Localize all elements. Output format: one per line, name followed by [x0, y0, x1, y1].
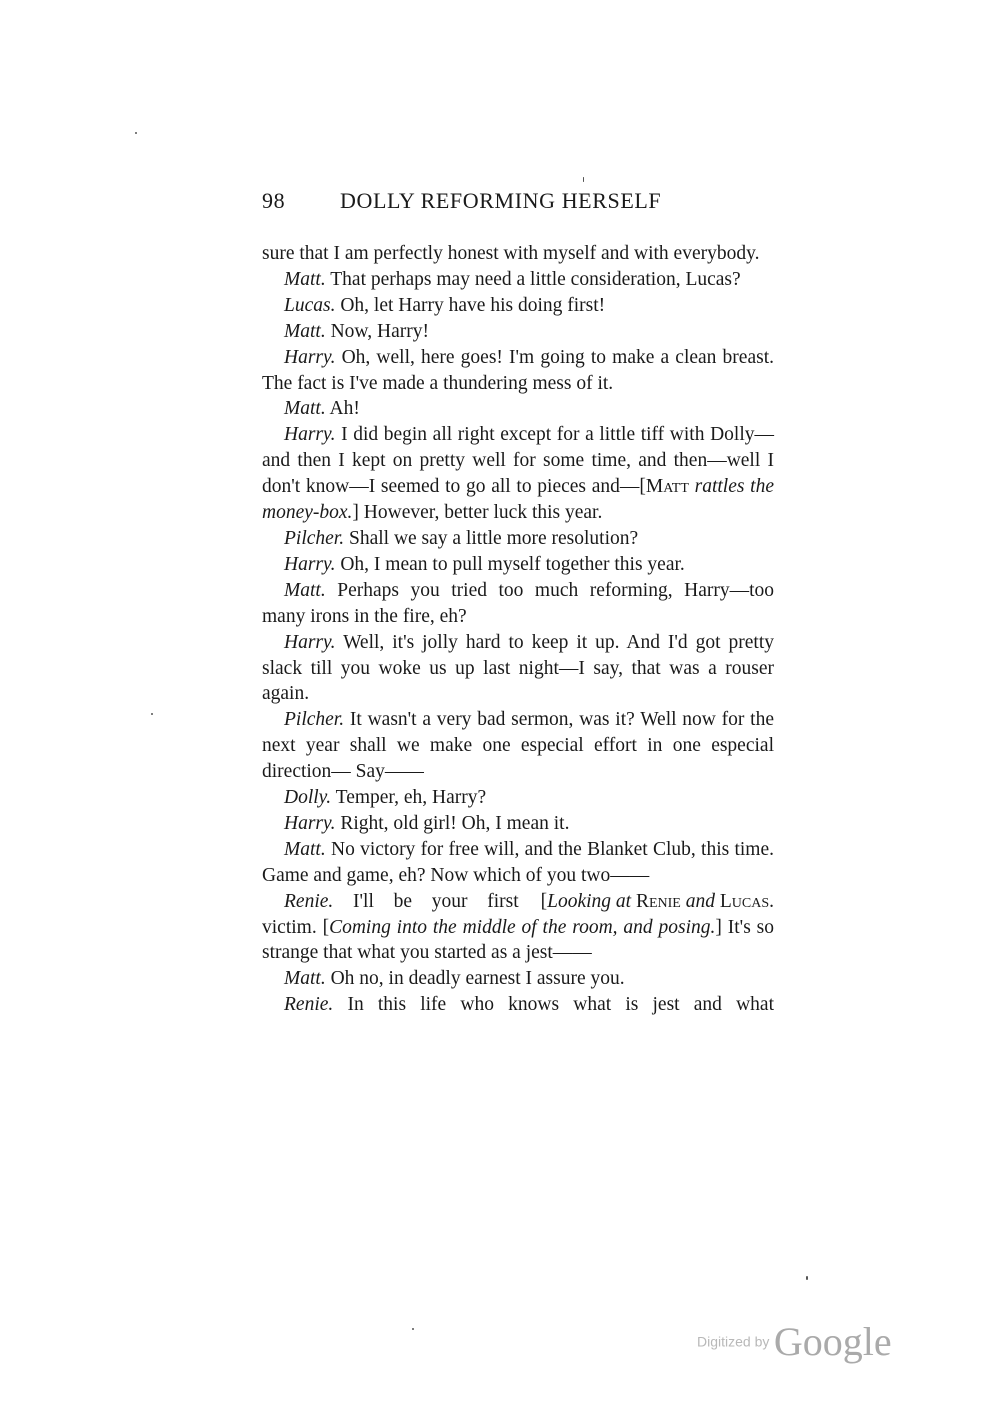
stage-direction: rattles the money-box. — [262, 476, 774, 524]
dialogue-text: Oh, well, here goes! I'm going to make a clean breast. The fact is I've made a thundering mess of it. — [262, 346, 774, 394]
speaker-name: Matt. — [284, 838, 326, 860]
speaker-name: Dolly. — [284, 787, 332, 809]
dialogue-text: Oh, I mean to pull myself together this year. — [340, 553, 685, 575]
dialogue-text: Ah! — [329, 398, 360, 420]
dialogue-text: Oh, let Harry have his doing first! — [340, 294, 606, 316]
dialogue-text: Right, old girl! Oh, I mean it. — [340, 812, 570, 834]
dialogue-line — [262, 396, 774, 422]
dialogue-line — [262, 630, 774, 708]
speaker-name: Matt. — [284, 579, 326, 601]
paragraph-continuation — [262, 241, 774, 267]
scan-speck — [583, 177, 584, 182]
speaker-name: Harry. — [284, 631, 336, 653]
scan-speck — [412, 1328, 414, 1330]
stage-direction-name: Renie — [635, 890, 681, 912]
dialogue-line — [262, 526, 774, 552]
page-number: 98 — [262, 188, 286, 213]
body-text — [262, 241, 774, 1018]
watermark-small-text: Digitized by — [697, 1333, 770, 1350]
dialogue-text: ] However, better luck this year. — [352, 502, 603, 524]
dialogue-text: Now, Harry! — [330, 320, 429, 342]
dialogue-line — [262, 293, 774, 319]
speaker-name: Matt. — [284, 268, 326, 290]
dialogue-line — [262, 578, 774, 630]
paragraph-text: sure that I am perfectly honest with myself and with everybody. — [262, 243, 760, 264]
dialogue-text: That perhaps may need a little consideration, Lucas? — [330, 268, 741, 290]
speaker-name: Harry. — [284, 424, 336, 446]
dialogue-text: Oh no, in deadly earnest I assure you. — [330, 968, 625, 990]
dialogue-text: I did begin all right except for a little tiff with Dolly—and then I kept on pretty well for some time, and then—well I don't know—I seemed to go all to pieces and—[ — [262, 424, 774, 498]
speaker-name: Pilcher. — [284, 527, 345, 549]
speaker-name: Lucas. — [284, 294, 336, 316]
speaker-name: Renie. — [284, 890, 334, 912]
speaker-name: Harry. — [284, 812, 336, 834]
dialogue-line — [262, 552, 774, 578]
scan-speck — [806, 1276, 808, 1280]
speaker-name: Renie. — [284, 994, 334, 1016]
dialogue-line — [262, 785, 774, 811]
dialogue-line — [262, 345, 774, 397]
dialogue-line — [262, 319, 774, 345]
dialogue-text: Well, it's jolly hard to keep it up. And I'd got pretty slack till you woke us up last night—I say, that was a rouser again. — [262, 631, 774, 705]
speaker-name: Matt. — [284, 320, 326, 342]
running-title: DOLLY REFORMING HERSELF — [340, 188, 662, 213]
dialogue-line — [262, 707, 774, 785]
dialogue-text: In this life who knows what is jest and what — [347, 994, 774, 1016]
speaker-name: Harry. — [284, 553, 336, 575]
speaker-name: Matt. — [284, 398, 326, 420]
speaker-name: Harry. — [284, 346, 336, 368]
speaker-name: Pilcher. — [284, 709, 345, 731]
dialogue-text: I'll be your first victim. [ — [262, 890, 519, 938]
google-logo: Google — [773, 1319, 892, 1364]
stage-direction-name: Lucas. — [719, 890, 774, 912]
dialogue-line — [262, 992, 774, 1018]
speaker-name: Matt. — [284, 968, 326, 990]
dialogue-line — [262, 837, 775, 912]
dialogue-line — [262, 811, 774, 837]
dialogue-text: Perhaps you tried too much reforming, Harry—too many irons in the fire, eh? — [262, 579, 775, 627]
stage-direction-right — [519, 889, 774, 915]
dialogue-text: It wasn't a very bad sermon, was it? Well now for the next year shall we make one especial effort in one especial direction— Say—— — [262, 709, 774, 783]
dialogue-line — [262, 422, 774, 526]
dialogue-text: Temper, eh, Harry? — [335, 787, 487, 809]
page-header — [262, 188, 782, 214]
digitized-watermark — [697, 1318, 892, 1365]
stage-direction: Looking at — [547, 890, 632, 912]
stage-direction-name: Matt — [645, 476, 689, 498]
dialogue-text: Shall we say a little more resolution? — [348, 527, 639, 549]
bracket: [ — [540, 890, 548, 912]
stage-direction: and — [685, 890, 715, 912]
scan-speck — [135, 132, 137, 134]
dialogue-text: No victory for free will, and the Blanket Club, this time. Game and game, eh? Now which of you two—— — [262, 838, 775, 886]
scan-speck — [151, 713, 153, 715]
stage-direction: Coming into the middle of the room, and posing. — [329, 916, 716, 938]
dialogue-line — [262, 267, 774, 293]
dialogue-text: ] It's so strange that what you started as a jest—— — [262, 916, 774, 964]
dialogue-line — [262, 966, 774, 992]
